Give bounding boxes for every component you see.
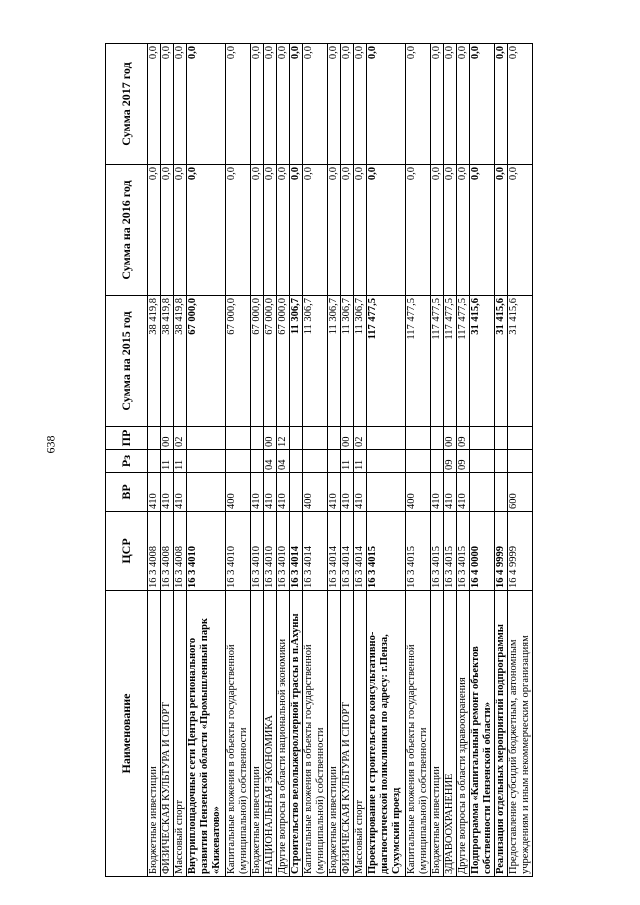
cell-sum-2016: 0,0 — [470, 165, 495, 296]
cell-sum-2015: 11 306,7 — [328, 296, 341, 427]
cell-sum-2016: 0,0 — [303, 165, 328, 296]
cell-name: ФИЗИЧЕСКАЯ КУЛЬТУРА И СПОРТ — [341, 591, 354, 877]
cell-sum-2016: 0,0 — [431, 165, 444, 296]
table-row — [148, 44, 161, 877]
cell-rz — [303, 450, 328, 473]
table-row — [508, 44, 533, 877]
cell-sum-2015: 67 000,0 — [226, 296, 251, 427]
cell-name: Бюджетные инвестиции — [328, 591, 341, 877]
cell-sum-2015: 11 306,7 — [290, 296, 303, 427]
cell-name: НАЦИОНАЛЬНАЯ ЭКОНОМИКА — [264, 591, 277, 877]
cell-vr: 410 — [431, 473, 444, 512]
table-row — [277, 44, 290, 877]
cell-vr: 410 — [277, 473, 290, 512]
cell-sum-2015: 117 477,5 — [406, 296, 431, 427]
cell-csr: 16 4 9999 — [508, 512, 533, 591]
cell-csr: 16 3 4008 — [161, 512, 174, 591]
cell-name: Бюджетные инвестиции — [431, 591, 444, 877]
table-row — [495, 44, 508, 877]
cell-csr: 16 3 4015 — [431, 512, 444, 591]
cell-rz: 04 — [277, 450, 290, 473]
cell-sum-2017: 0,0 — [251, 44, 264, 165]
cell-vr — [495, 473, 508, 512]
cell-name: Внутриплощадочные сети Центра регионального развития Пензенской области «Промышленный парк «Кижеватово» — [187, 591, 226, 877]
header-csr: ЦСР — [106, 512, 148, 591]
cell-csr: 16 3 4014 — [341, 512, 354, 591]
cell-pr — [148, 427, 161, 450]
cell-sum-2015: 117 477,5 — [431, 296, 444, 427]
cell-sum-2017: 0,0 — [431, 44, 444, 165]
cell-name: ЗДРАВООХРАНЕНИЕ — [444, 591, 457, 877]
cell-vr: 410 — [341, 473, 354, 512]
cell-vr: 400 — [406, 473, 431, 512]
cell-csr: 16 3 4008 — [148, 512, 161, 591]
header-rz: Рз — [106, 450, 148, 473]
cell-name: Другие вопросы в области национальной экономики — [277, 591, 290, 877]
cell-sum-2016: 0,0 — [264, 165, 277, 296]
cell-sum-2017: 0,0 — [277, 44, 290, 165]
cell-sum-2017: 0,0 — [495, 44, 508, 165]
cell-sum-2015: 67 000,0 — [187, 296, 226, 427]
cell-sum-2016: 0,0 — [187, 165, 226, 296]
cell-pr — [495, 427, 508, 450]
table-row — [341, 44, 354, 877]
cell-sum-2016: 0,0 — [148, 165, 161, 296]
cell-csr: 16 3 4010 — [264, 512, 277, 591]
cell-sum-2015: 67 000,0 — [277, 296, 290, 427]
table-body — [148, 44, 533, 877]
cell-sum-2016: 0,0 — [290, 165, 303, 296]
cell-pr — [328, 427, 341, 450]
table-row — [406, 44, 431, 877]
cell-name: Строительство велолыжероллерной трассы в п.Ахуны — [290, 591, 303, 877]
rotated-page — [105, 44, 562, 877]
cell-rz — [495, 450, 508, 473]
cell-pr — [290, 427, 303, 450]
cell-pr — [431, 427, 444, 450]
cell-pr: 00 — [264, 427, 277, 450]
cell-sum-2017: 0,0 — [341, 44, 354, 165]
cell-vr: 410 — [444, 473, 457, 512]
cell-vr — [470, 473, 495, 512]
cell-sum-2016: 0,0 — [226, 165, 251, 296]
cell-vr: 400 — [226, 473, 251, 512]
cell-rz — [431, 450, 444, 473]
table-row — [174, 44, 187, 877]
cell-rz: 11 — [174, 450, 187, 473]
cell-name: Проектирование и строительство консультативно-диагностической поликлиники по адресу: г.Пенза, Сухумский проезд — [367, 591, 406, 877]
cell-rz: 09 — [444, 450, 457, 473]
cell-rz: 09 — [457, 450, 470, 473]
cell-sum-2015: 117 477,5 — [367, 296, 406, 427]
cell-sum-2017: 0,0 — [187, 44, 226, 165]
cell-sum-2015: 38 419,8 — [148, 296, 161, 427]
cell-csr: 16 4 0000 — [470, 512, 495, 591]
cell-pr: 00 — [444, 427, 457, 450]
cell-sum-2017: 0,0 — [354, 44, 367, 165]
cell-pr: 09 — [457, 427, 470, 450]
cell-vr: 400 — [303, 473, 328, 512]
cell-rz — [148, 450, 161, 473]
table-row — [367, 44, 406, 877]
cell-sum-2016: 0,0 — [328, 165, 341, 296]
cell-csr: 16 3 4014 — [290, 512, 303, 591]
cell-sum-2015: 11 306,7 — [354, 296, 367, 427]
cell-sum-2015: 67 000,0 — [251, 296, 264, 427]
cell-rz — [251, 450, 264, 473]
cell-name: ФИЗИЧЕСКАЯ КУЛЬТУРА И СПОРТ — [161, 591, 174, 877]
cell-rz — [470, 450, 495, 473]
cell-sum-2016: 0,0 — [444, 165, 457, 296]
cell-rz — [226, 450, 251, 473]
cell-vr — [187, 473, 226, 512]
header-pr: ПР — [106, 427, 148, 450]
cell-csr: 16 3 4014 — [303, 512, 328, 591]
cell-pr — [187, 427, 226, 450]
cell-sum-2015: 31 415,6 — [508, 296, 533, 427]
table-row — [251, 44, 264, 877]
cell-sum-2016: 0,0 — [457, 165, 470, 296]
cell-pr — [508, 427, 533, 450]
table-row — [431, 44, 444, 877]
table-row — [303, 44, 328, 877]
cell-sum-2016: 0,0 — [367, 165, 406, 296]
cell-pr: 00 — [161, 427, 174, 450]
cell-sum-2017: 0,0 — [444, 44, 457, 165]
cell-sum-2016: 0,0 — [354, 165, 367, 296]
cell-vr: 600 — [508, 473, 533, 512]
cell-rz: 11 — [341, 450, 354, 473]
cell-pr: 02 — [174, 427, 187, 450]
cell-csr: 16 3 4015 — [457, 512, 470, 591]
table-row — [290, 44, 303, 877]
table-header-row — [106, 44, 148, 877]
cell-vr: 410 — [251, 473, 264, 512]
cell-sum-2017: 0,0 — [148, 44, 161, 165]
cell-pr — [406, 427, 431, 450]
cell-rz — [328, 450, 341, 473]
cell-sum-2015: 31 415,6 — [495, 296, 508, 427]
header-vr: ВР — [106, 473, 148, 512]
cell-csr: 16 3 4015 — [406, 512, 431, 591]
table-row — [444, 44, 457, 877]
cell-sum-2016: 0,0 — [161, 165, 174, 296]
cell-sum-2017: 0,0 — [508, 44, 533, 165]
cell-pr — [367, 427, 406, 450]
cell-sum-2015: 11 306,7 — [303, 296, 328, 427]
table-row — [457, 44, 470, 877]
page-number: 638 — [43, 435, 58, 454]
cell-sum-2017: 0,0 — [328, 44, 341, 165]
cell-csr: 16 3 4010 — [226, 512, 251, 591]
cell-sum-2017: 0,0 — [226, 44, 251, 165]
cell-vr: 410 — [148, 473, 161, 512]
cell-sum-2017: 0,0 — [367, 44, 406, 165]
header-name: Наименование — [106, 591, 148, 877]
header-sum-2017: Сумма 2017 год — [106, 44, 148, 165]
cell-vr: 410 — [161, 473, 174, 512]
cell-vr: 410 — [174, 473, 187, 512]
cell-rz — [406, 450, 431, 473]
cell-csr: 16 3 4010 — [251, 512, 264, 591]
table-row — [161, 44, 174, 877]
cell-sum-2016: 0,0 — [508, 165, 533, 296]
cell-csr: 16 3 4015 — [367, 512, 406, 591]
cell-csr: 16 3 4010 — [187, 512, 226, 591]
cell-name: Капитальные вложения в объекты государственной (муниципальной) собственности — [406, 591, 431, 877]
cell-vr: 410 — [264, 473, 277, 512]
cell-csr: 16 4 9999 — [495, 512, 508, 591]
cell-name: Бюджетные инвестиции — [148, 591, 161, 877]
cell-vr — [290, 473, 303, 512]
table-row — [187, 44, 226, 877]
cell-sum-2017: 0,0 — [303, 44, 328, 165]
cell-sum-2015: 38 419,8 — [161, 296, 174, 427]
cell-name: Подпрограмма «Капитальный ремонт объектов собственности Пензенской области» — [470, 591, 495, 877]
cell-rz: 04 — [264, 450, 277, 473]
cell-rz — [508, 450, 533, 473]
cell-pr: 00 — [341, 427, 354, 450]
cell-pr — [226, 427, 251, 450]
cell-sum-2017: 0,0 — [457, 44, 470, 165]
cell-csr: 16 3 4014 — [354, 512, 367, 591]
cell-rz: 11 — [354, 450, 367, 473]
cell-sum-2015: 117 477,5 — [444, 296, 457, 427]
cell-name: Массовый спорт — [354, 591, 367, 877]
cell-sum-2017: 0,0 — [174, 44, 187, 165]
cell-sum-2016: 0,0 — [495, 165, 508, 296]
cell-sum-2015: 67 000,0 — [264, 296, 277, 427]
cell-csr: 16 3 4010 — [277, 512, 290, 591]
cell-name: Реализация отдельных мероприятий подпрограммы — [495, 591, 508, 877]
cell-csr: 16 3 4014 — [328, 512, 341, 591]
cell-name: Предоставление субсидий бюджетным, автономным учреждениям и иным некоммерческим организациям — [508, 591, 533, 877]
cell-sum-2015: 117 477,5 — [457, 296, 470, 427]
header-sum-2015: Сумма на 2015 год — [106, 296, 148, 427]
cell-sum-2015: 11 306,7 — [341, 296, 354, 427]
cell-rz: 11 — [161, 450, 174, 473]
cell-rz — [290, 450, 303, 473]
cell-csr: 16 3 4015 — [444, 512, 457, 591]
cell-name: Массовый спорт — [174, 591, 187, 877]
cell-pr — [303, 427, 328, 450]
cell-vr: 410 — [354, 473, 367, 512]
cell-sum-2017: 0,0 — [406, 44, 431, 165]
table-row — [328, 44, 341, 877]
table-row — [470, 44, 495, 877]
cell-sum-2015: 38 419,8 — [174, 296, 187, 427]
cell-sum-2015: 31 415,6 — [470, 296, 495, 427]
cell-pr — [251, 427, 264, 450]
cell-name: Другие вопросы в области здравоохранения — [457, 591, 470, 877]
cell-name: Капитальные вложения в объекты государственной (муниципальной) собственности — [226, 591, 251, 877]
cell-name: Бюджетные инвестиции — [251, 591, 264, 877]
cell-pr: 02 — [354, 427, 367, 450]
cell-vr: 410 — [328, 473, 341, 512]
cell-sum-2016: 0,0 — [406, 165, 431, 296]
budget-table — [105, 43, 533, 877]
cell-sum-2017: 0,0 — [161, 44, 174, 165]
header-sum-2016: Сумма на 2016 год — [106, 165, 148, 296]
cell-name: Капитальные вложения в объекты государственной (муниципальной) собственности — [303, 591, 328, 877]
cell-sum-2017: 0,0 — [290, 44, 303, 165]
table-row — [354, 44, 367, 877]
cell-sum-2016: 0,0 — [277, 165, 290, 296]
cell-sum-2017: 0,0 — [470, 44, 495, 165]
table-row — [226, 44, 251, 877]
table-row — [264, 44, 277, 877]
cell-rz — [367, 450, 406, 473]
cell-vr — [367, 473, 406, 512]
cell-vr: 410 — [457, 473, 470, 512]
cell-csr: 16 3 4008 — [174, 512, 187, 591]
cell-rz — [187, 450, 226, 473]
cell-sum-2016: 0,0 — [174, 165, 187, 296]
cell-sum-2016: 0,0 — [341, 165, 354, 296]
cell-pr: 12 — [277, 427, 290, 450]
cell-sum-2017: 0,0 — [264, 44, 277, 165]
cell-sum-2016: 0,0 — [251, 165, 264, 296]
cell-pr — [470, 427, 495, 450]
